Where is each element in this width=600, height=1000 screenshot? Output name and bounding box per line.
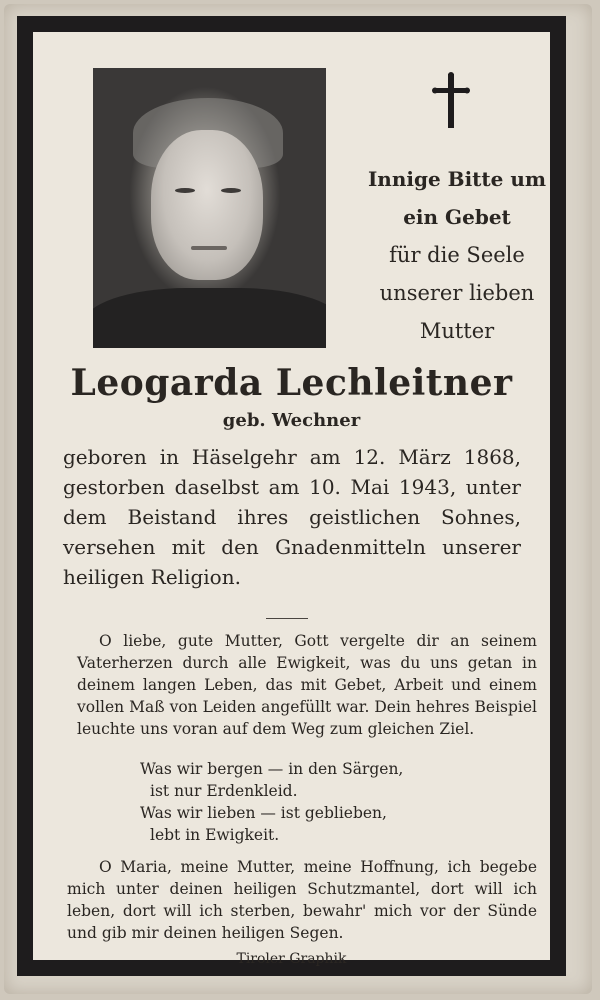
subheading-line-3: Mutter: [419, 319, 495, 343]
verse-block: [140, 758, 500, 846]
verse-line-1: Was wir bergen — in den Särgen,: [140, 760, 404, 778]
prayer-text-2: O Maria, meine Mutter, meine Hoffnung, ich begebe mich unter deinen heiligen Schutzmantel, dort will ich leben, dort will ich sterben, bewahr' mich vor der Sünde und gib mir deinen heiligen Segen.: [67, 858, 537, 942]
divider-line: [266, 618, 308, 619]
maiden-name: geb. Wechner: [222, 410, 361, 431]
verse-line-2: ist nur Erdenkleid.: [150, 782, 298, 800]
heading-line-2: ein Gebet: [403, 205, 511, 229]
prayer-paragraph-2: [67, 856, 537, 944]
prayer-text-1: O liebe, gute Mutter, Gott vergelte dir an seinem Vaterherzen durch alle Ewigkeit, was du uns getan in deinem langen Leben, das mit Gebet, Arbeit und einem vollen Maß von Leiden angefüllt war. Dein hehres Beispiel leuchte uns voran auf dem Weg zum gleichen Ziel.: [77, 632, 537, 738]
portrait-photo: [93, 68, 326, 348]
black-border-frame: [17, 16, 566, 976]
subheading-line-2: unserer lieben: [379, 281, 535, 305]
prayer-paragraph-1: [77, 630, 537, 740]
prayer-request-heading: [349, 160, 565, 350]
subheading-line-1: für die Seele: [389, 243, 525, 267]
heading-line-1: Innige Bitte um: [367, 167, 547, 191]
biography-text: [63, 442, 521, 592]
publisher-credit: Tiroler Graphik: [236, 951, 347, 967]
deceased-name: Leogarda Lechleitner: [70, 362, 513, 404]
verse-line-3: Was wir lieben — ist geblieben,: [140, 804, 387, 822]
latin-cross-icon: [431, 72, 471, 130]
biography-paragraph: geboren in Häselgehr am 12. März 1868, gestorben daselbst am 10. Mai 1943, unter dem Beistand ihres geistlichen Sohnes, versehen mit den Gnadenmitteln unserer heiligen Religion.: [63, 445, 521, 589]
verse-line-4: lebt in Ewigkeit.: [150, 826, 280, 844]
memorial-card: [4, 4, 592, 994]
